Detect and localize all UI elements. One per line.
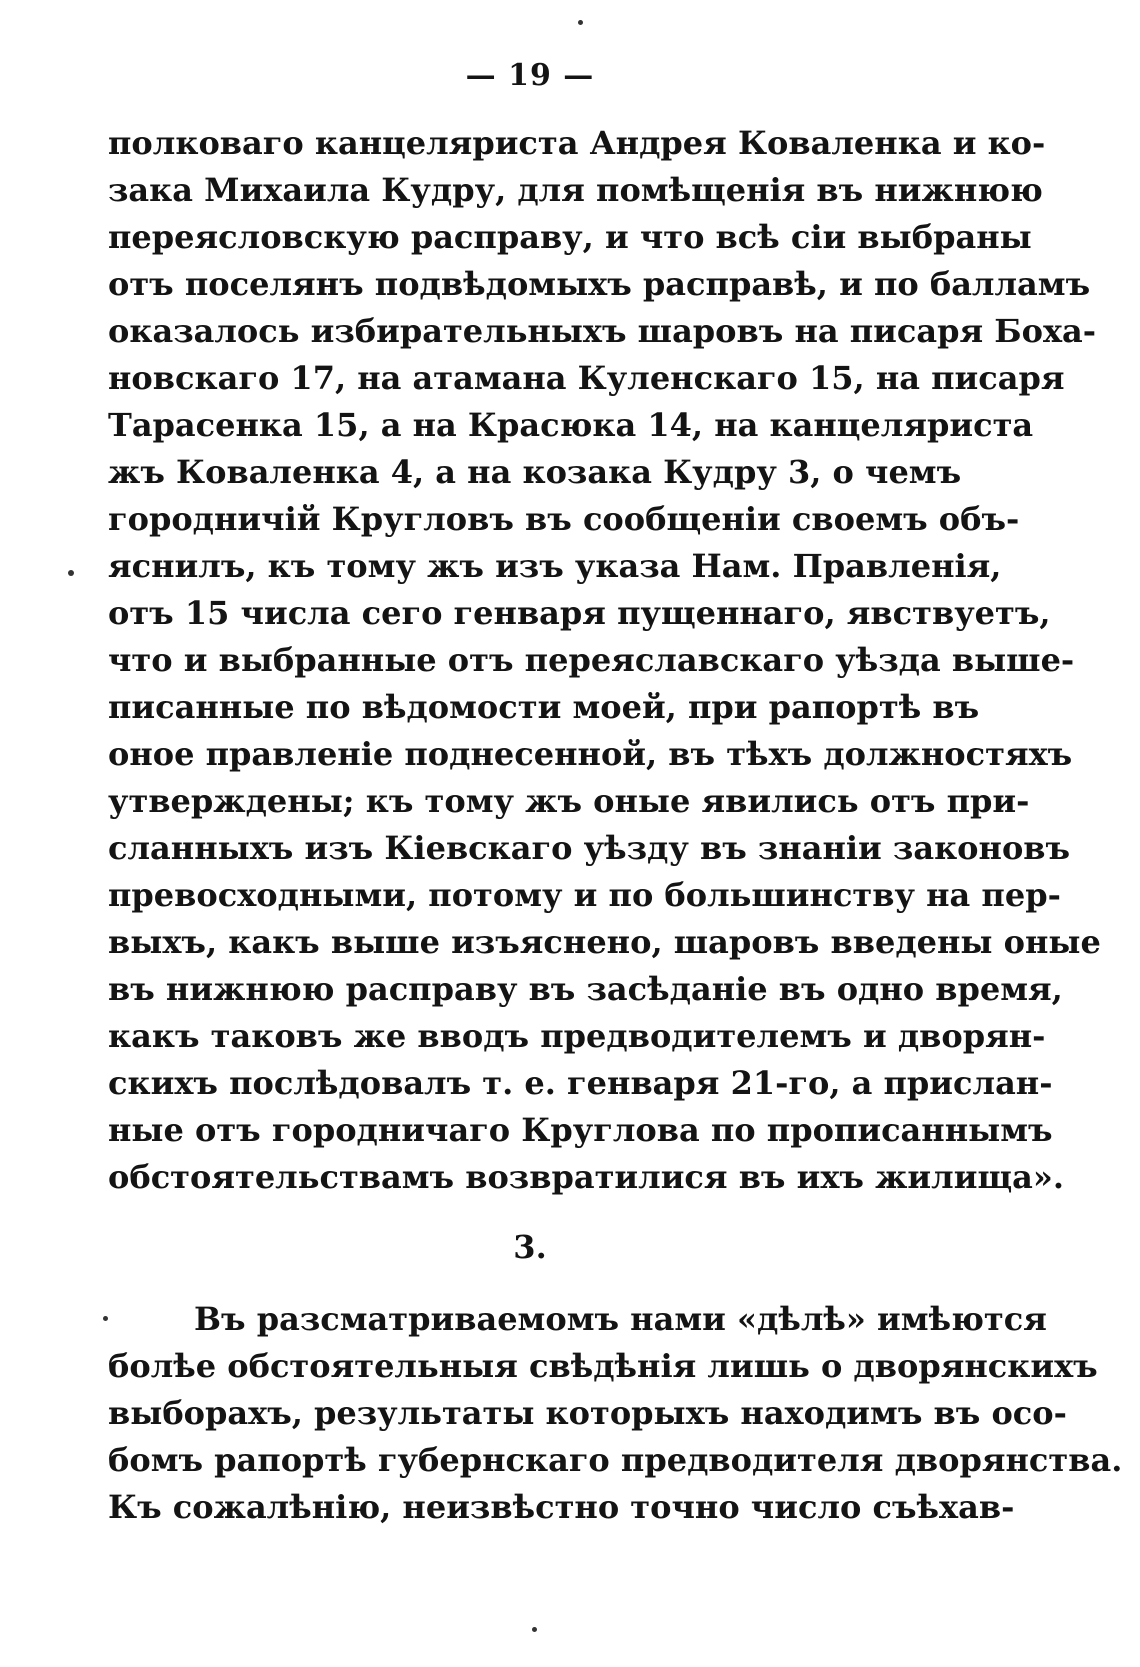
text-line: какъ таковъ же вводъ предводителемъ и дворян- — [108, 1017, 1046, 1055]
text-line: новскаго 17, на атамана Куленскаго 15, на писаря — [108, 359, 1065, 397]
text-line: сланныхъ изъ Кіевскаго уѣзду въ знаніи законовъ — [108, 829, 1071, 867]
text-line: бомъ рапортѣ губернскаго предводителя дворянства. — [108, 1441, 1123, 1479]
text-line: оказалось избирательныхъ шаровъ на писаря Боха- — [108, 312, 1097, 350]
text-line: Къ сожалѣнію, неизвѣстно точно число съѣхав- — [108, 1488, 1015, 1526]
page-number: — 19 — — [465, 58, 595, 93]
print-speck — [578, 20, 583, 25]
text-line: болѣе обстоятельныя свѣдѣнія лишь о дворянскихъ — [108, 1347, 1098, 1385]
text-line: Въ разсматриваемомъ нами «дѣлѣ» имѣются — [194, 1300, 1047, 1338]
text-line: зака Михаила Кудру, для помѣщенія въ нижнюю — [108, 171, 1043, 209]
text-line: что и выбранные отъ переяславскаго уѣзда выше- — [108, 641, 1075, 679]
text-line: оное правленіе поднесенной, въ тѣхъ должностяхъ — [108, 735, 1073, 773]
text-line: скихъ послѣдовалъ т. е. генваря 21-го, а прислан- — [108, 1064, 1053, 1102]
text-line: выхъ, какъ выше изъяснено, шаровъ введены оные — [108, 923, 1101, 961]
text-line: переясловскую расправу, и что всѣ сіи выбраны — [108, 218, 1032, 256]
text-line: полковаго канцеляриста Андрея Коваленка и ко- — [108, 124, 1046, 162]
print-speck — [103, 1316, 108, 1321]
text-line: утверждены; къ тому жъ оные явились отъ при- — [108, 782, 1030, 820]
text-line: яснилъ, къ тому жъ изъ указа Нам. Правленія, — [108, 547, 1002, 585]
text-line: городничій Кругловъ въ сообщеніи своемъ объ- — [108, 500, 1020, 538]
text-line: жъ Коваленка 4, а на козака Кудру 3, о чемъ — [108, 453, 962, 491]
section-heading: 3. — [513, 1228, 547, 1266]
text-line: писанные по вѣдомости моей, при рапортѣ въ — [108, 688, 980, 726]
text-line: превосходными, потому и по большинству на пер- — [108, 876, 1061, 914]
print-speck — [68, 570, 74, 576]
text-line: обстоятельствамъ возвратилися въ ихъ жилища». — [108, 1158, 1064, 1196]
text-line: Тарасенка 15, а на Красюка 14, на канцеляриста — [108, 406, 1034, 444]
text-line: отъ 15 числа сего генваря пущеннаго, явствуетъ, — [108, 594, 1051, 632]
paragraph-continued — [108, 120, 1101, 1201]
text-line: отъ поселянъ подвѣдомыхъ расправѣ, и по балламъ — [108, 265, 1091, 303]
text-line: ные отъ городничаго Круглова по прописаннымъ — [108, 1111, 1053, 1149]
print-speck — [532, 1627, 537, 1632]
text-line: выборахъ, результаты которыхъ находимъ въ осо- — [108, 1394, 1067, 1432]
paragraph-section-3 — [108, 1296, 1123, 1531]
text-line: въ нижнюю расправу въ засѣданіе въ одно время, — [108, 970, 1063, 1008]
